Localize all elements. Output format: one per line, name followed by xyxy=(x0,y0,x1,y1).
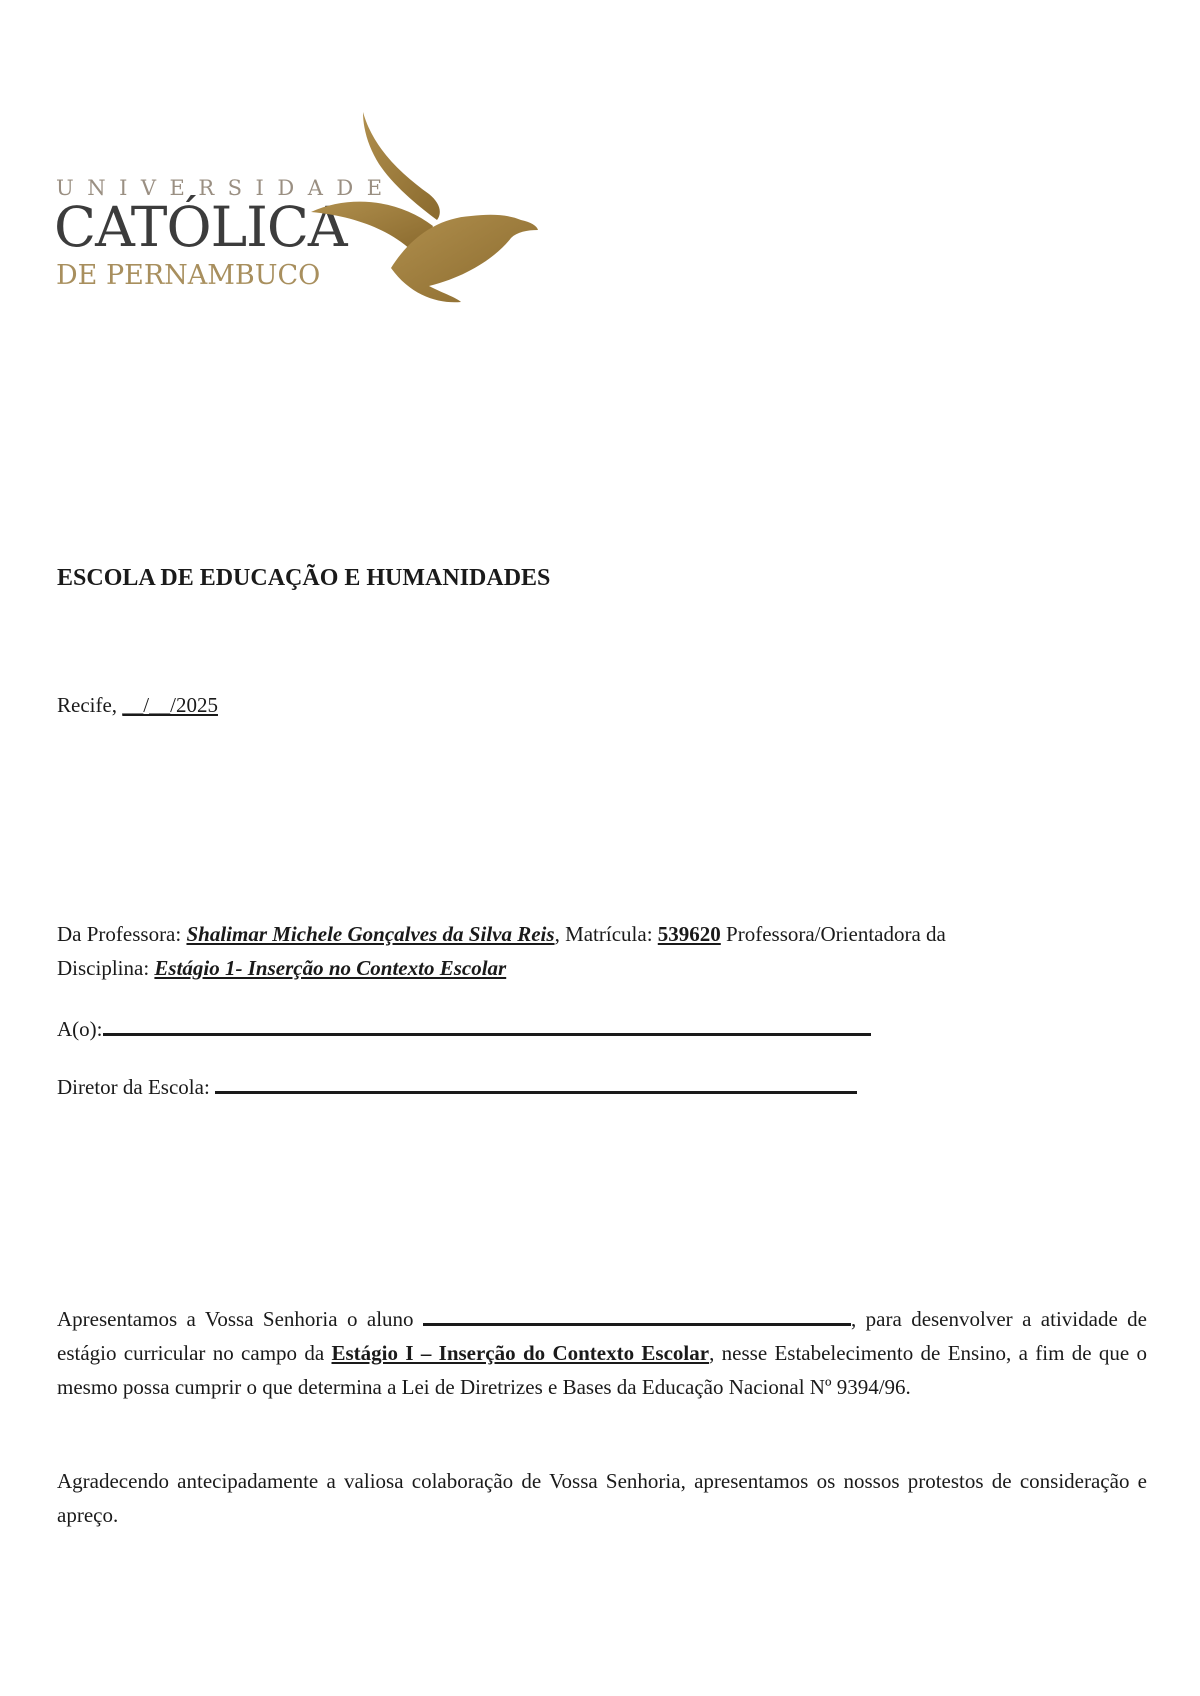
closing-paragraph: Agradecendo antecipadamente a valiosa colaboração de Vossa Senhoria, apresentamos os nossos protestos de consideração e apreço. xyxy=(57,1469,1147,1527)
recipient-label: A(o): xyxy=(57,1017,103,1041)
school-heading: ESCOLA DE EDUCAÇÃO E HUMANIDADES xyxy=(57,565,551,591)
professor-name: Shalimar Michele Gonçalves da Silva Reis xyxy=(186,922,555,946)
presentation-start: Apresentamos a Vossa Senhoria o aluno xyxy=(57,1307,414,1331)
professor-role: Professora/Orientadora da xyxy=(726,922,946,946)
matricula-value: 539620 xyxy=(657,922,721,946)
director-line xyxy=(57,1070,857,1104)
course-name: Estágio I – Inserção do Contexto Escolar xyxy=(331,1341,710,1365)
professor-label: Da Professora: xyxy=(57,922,182,946)
logo-line-universidade: UNIVERSIDADE xyxy=(56,176,396,200)
logo-line-catolica: CATÓLICA xyxy=(54,195,347,259)
university-logo xyxy=(56,110,536,310)
recipient-field[interactable] xyxy=(103,1015,871,1036)
dove-icon xyxy=(311,108,539,308)
professor-paragraph xyxy=(57,917,1147,985)
logo-line-pernambuco: DE PERNAMBUCO xyxy=(56,260,321,291)
date-prefix: Recife, xyxy=(57,693,118,717)
director-label: Diretor da Escola: xyxy=(57,1075,210,1099)
director-field[interactable] xyxy=(215,1073,857,1094)
student-name-field[interactable] xyxy=(423,1305,851,1326)
date-line xyxy=(57,688,218,722)
presentation-middle: , para desenvolver a atividade de estágio curricular no campo da xyxy=(57,1307,1147,1365)
matricula-label: , Matrícula: xyxy=(554,922,653,946)
discipline-label: Disciplina: xyxy=(57,956,150,980)
presentation-paragraph xyxy=(57,1302,1147,1404)
presentation-end: , nesse Estabelecimento de Ensino, a fim de que o mesmo possa cumprir o que determina a Lei de Diretrizes e Bases da Educação Nacional Nº 9394/96. xyxy=(57,1341,1148,1399)
recipient-line xyxy=(57,1012,871,1046)
discipline-name: Estágio 1- Inserção no Contexto Escolar xyxy=(154,956,507,980)
date-field[interactable]: __/__/2025 xyxy=(122,693,218,717)
